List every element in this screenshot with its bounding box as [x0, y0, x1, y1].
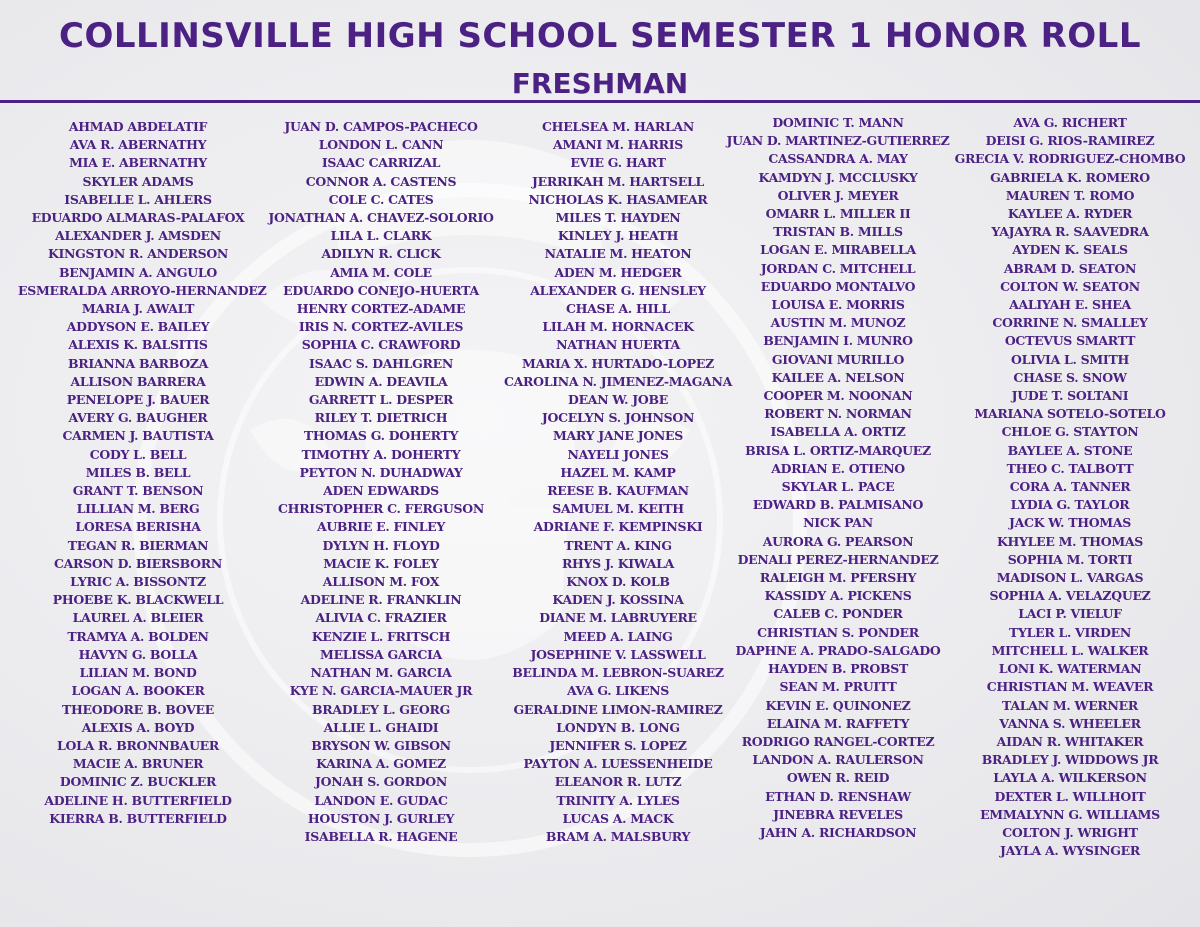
- student-name: AALIYAH E. SHEA: [1009, 297, 1131, 313]
- student-name: RALEIGH M. PFERSHY: [759, 570, 917, 586]
- student-name: JOSEPHINE V. LASSWELL: [530, 646, 706, 662]
- student-name: CHELSEA M. HARLAN: [542, 119, 694, 134]
- student-name: RILEY T. DIETRICH: [314, 410, 448, 426]
- student-name: CORA A. TANNER: [1009, 479, 1131, 495]
- student-name: ALEXANDER J. AMSDEN: [55, 228, 221, 244]
- student-name: CARSON D. BIERSBORN: [54, 555, 222, 571]
- student-name: MAUREN T. ROMO: [1005, 187, 1135, 203]
- student-name: COLTON W. SEATON: [1000, 278, 1140, 294]
- student-name: JOCELYN S. JOHNSON: [541, 410, 695, 426]
- student-name: MACIE A. BRUNER: [72, 756, 204, 772]
- student-name: GARRETT L. DESPER: [308, 392, 454, 408]
- student-name: OLIVER J. MEYER: [777, 187, 899, 203]
- grade-subtitle: FRESHMAN: [511, 67, 689, 100]
- student-name: GABRIELA K. ROMERO: [990, 169, 1150, 185]
- student-name: ADDYSON E. BAILEY: [66, 319, 210, 335]
- student-name: NATHAN HUERTA: [556, 337, 680, 353]
- student-name: ADILYN R. CLICK: [321, 246, 441, 262]
- student-name: DEISI G. RIOS-RAMIREZ: [985, 133, 1155, 149]
- student-name: KHYLEE M. THOMAS: [996, 533, 1144, 549]
- student-name: BRISA L. ORTIZ-MARQUEZ: [745, 442, 931, 458]
- student-name: JUAN D. MARTINEZ-GUTIERREZ: [726, 133, 950, 149]
- student-name: CODY L. BELL: [89, 446, 187, 462]
- student-name: YAJAYRA R. SAAVEDRA: [991, 224, 1149, 240]
- student-name: LOGAN E. MIRABELLA: [760, 242, 916, 258]
- student-name: DENALI PEREZ-HERNANDEZ: [737, 551, 939, 567]
- student-name: AMANI M. HARRIS: [552, 137, 684, 153]
- student-name: SOPHIA A. VELAZQUEZ: [989, 588, 1151, 604]
- student-name: IRIS N. CORTEZ-AVILES: [298, 319, 464, 335]
- student-name: KENZIE L. FRITSCH: [311, 628, 451, 644]
- student-name: THOMAS G. DOHERTY: [303, 428, 459, 444]
- student-name: CAROLINA N. JIMENEZ-MAGANA: [504, 373, 732, 389]
- student-name: AUSTIN M. MUNOZ: [770, 315, 906, 331]
- student-name: TRISTAN B. MILLS: [773, 224, 903, 240]
- student-name: CHRISTIAN M. WEAVER: [986, 679, 1154, 695]
- student-name: ALIVIA C. FRAZIER: [315, 610, 447, 626]
- student-name: BENJAMIN I. MUNRO: [763, 333, 913, 349]
- student-name: AIDAN R. WHITAKER: [996, 733, 1144, 749]
- student-name: TEGAN R. BIERMAN: [67, 537, 209, 553]
- student-name: EDUARDO ALMARAS-PALAFOX: [31, 210, 245, 226]
- student-name: MITCHELL L. WALKER: [991, 642, 1149, 658]
- student-name: MILES B. BELL: [85, 464, 191, 480]
- student-name: ALLISON BARRERA: [70, 373, 206, 389]
- student-name: SOPHIA M. TORTI: [1007, 551, 1133, 567]
- student-name: KAYLEE A. RYDER: [1007, 206, 1133, 222]
- student-name: MIA E. ABERNATHY: [69, 155, 207, 171]
- student-name: CHRISTIAN S. PONDER: [757, 624, 919, 640]
- student-name: CHLOE G. STAYTON: [1001, 424, 1139, 440]
- student-name: MADISON L. VARGAS: [996, 570, 1144, 586]
- student-name: BENJAMIN A. ANGULO: [59, 264, 217, 280]
- student-name: RHYS J. KIWALA: [561, 555, 675, 571]
- student-name: BRIANNA BARBOZA: [67, 355, 209, 371]
- student-name: LONDYN B. LONG: [556, 719, 680, 735]
- student-name: CARMEN J. BAUTISTA: [62, 428, 214, 444]
- student-name: ALLIE L. GHAIDI: [323, 719, 439, 735]
- student-name: THEODORE B. BOVEE: [62, 701, 214, 717]
- student-name: ISABELLE L. AHLERS: [64, 191, 212, 207]
- student-name: CHASE S. SNOW: [1013, 369, 1127, 385]
- student-name: MACIE K. FOLEY: [323, 555, 439, 571]
- student-name: LILA L. CLARK: [330, 228, 432, 244]
- student-name: TIMOTHY A. DOHERTY: [301, 446, 461, 462]
- student-name: LAYLA A. WILKERSON: [993, 770, 1147, 786]
- student-name: HAZEL M. KAMP: [560, 464, 676, 480]
- student-name: LUCAS A. MACK: [562, 810, 674, 826]
- student-name: EDUARDO MONTALVO: [760, 278, 916, 294]
- student-name: OWEN R. REID: [786, 770, 890, 786]
- student-name: CHRISTOPHER C. FERGUSON: [278, 501, 484, 517]
- student-name: TALAN M. WERNER: [1002, 697, 1138, 713]
- student-name: LANDON A. RAULERSON: [752, 752, 924, 768]
- student-name: AVERY G. BAUGHER: [68, 410, 208, 426]
- student-name: ABRAM D. SEATON: [1003, 260, 1137, 276]
- student-name: ADEN EDWARDS: [323, 483, 439, 499]
- student-name: NATHAN M. GARCIA: [310, 665, 452, 681]
- student-name: LILLIAN M. BERG: [76, 501, 200, 517]
- student-name: PEYTON N. DUHADWAY: [299, 464, 463, 480]
- student-name: ADELINE R. FRANKLIN: [300, 592, 462, 608]
- student-name: TRENT A. KING: [564, 537, 672, 553]
- student-name: CONNOR A. CASTENS: [305, 173, 457, 189]
- student-name: DOMINIC T. MANN: [772, 115, 904, 130]
- student-name: NICHOLAS K. HASAMEAR: [528, 191, 708, 207]
- student-name: ADEN M. HEDGER: [554, 264, 682, 280]
- student-name: ADRIANE F. KEMPINSKI: [533, 519, 703, 535]
- student-name: MEED A. LAING: [563, 628, 673, 644]
- name-column-1: [18, 118, 267, 828]
- student-name: KAILEE A. NELSON: [771, 369, 905, 385]
- student-name: JACK W. THOMAS: [1009, 515, 1131, 531]
- student-name: JINEBRA REVELES: [773, 806, 903, 822]
- student-name: CHASE A. HILL: [565, 301, 671, 317]
- student-name: ADELINE H. BUTTERFIELD: [44, 792, 232, 808]
- student-name: TYLER L. VIRDEN: [1008, 624, 1131, 640]
- student-name: LORESA BERISHA: [75, 519, 201, 535]
- student-name: VANNA S. WHEELER: [999, 715, 1141, 731]
- student-name: SKYLER ADAMS: [82, 173, 194, 189]
- student-name: AYDEN K. SEALS: [1012, 242, 1128, 258]
- student-name: DOMINIC Z. BUCKLER: [59, 774, 217, 790]
- student-name: OMARR L. MILLER II: [765, 206, 911, 222]
- student-name: ELAINA M. RAFFETY: [766, 715, 910, 731]
- name-column-2: [261, 118, 501, 846]
- student-name: MARY JANE JONES: [552, 428, 683, 444]
- student-name: RODRIGO RANGEL-CORTEZ: [741, 733, 935, 749]
- student-name: EDWIN A. DEAVILA: [314, 373, 448, 389]
- student-name: BRADLEY J. WIDDOWS JR: [981, 752, 1159, 768]
- student-name: DEXTER L. WILLHOIT: [994, 788, 1146, 804]
- student-name: KINGSTON R. ANDERSON: [47, 246, 229, 262]
- student-name: SOPHIA C. CRAWFORD: [301, 337, 461, 353]
- student-name: LANDON E. GUDAC: [314, 792, 448, 808]
- student-name: GIOVANI MURILLO: [771, 351, 905, 367]
- student-name: OCTEVUS SMARTT: [1004, 333, 1136, 349]
- student-name: GRANT T. BENSON: [72, 483, 204, 499]
- student-name: BRADLEY L. GEORG: [312, 701, 450, 717]
- student-name: CORRINE N. SMALLEY: [992, 315, 1148, 331]
- student-name: AUBRIE E. FINLEY: [316, 519, 446, 535]
- student-name: KADEN J. KOSSINA: [552, 592, 684, 608]
- student-name: NATALIE M. HEATON: [544, 246, 692, 262]
- student-name: ELEANOR R. LUTZ: [554, 774, 682, 790]
- student-name: LOGAN A. BOOKER: [71, 683, 205, 699]
- student-name: EDWARD B. PALMISANO: [752, 497, 924, 513]
- name-column-3: [498, 118, 738, 846]
- name-column-5: [950, 114, 1190, 860]
- student-name: LYRIC A. BISSONTZ: [70, 574, 206, 590]
- student-name: SKYLAR L. PACE: [781, 479, 895, 495]
- student-name: JONATHAN A. CHAVEZ-SOLORIO: [268, 210, 494, 226]
- student-name: KYE N. GARCIA-MAUER JR: [289, 683, 473, 699]
- student-name: SAMUEL M. KEITH: [552, 501, 684, 517]
- student-name: DEAN W. JOBE: [568, 392, 668, 408]
- student-name: BAYLEE A. STONE: [1007, 442, 1133, 458]
- student-name: ALEXIS A. BOYD: [81, 719, 195, 735]
- student-name: KINLEY J. HEATH: [557, 228, 679, 244]
- student-name: MARIA J. AWALT: [81, 301, 195, 317]
- student-name: AHMAD ABDELATIF: [68, 119, 208, 134]
- student-name: AVA G. LIKENS: [566, 683, 670, 699]
- student-name: HAYDEN B. PROBST: [768, 661, 908, 677]
- student-name: LILAH M. HORNACEK: [542, 319, 694, 335]
- student-name: AVA G. RICHERT: [1013, 115, 1127, 130]
- student-name: JENNIFER S. LOPEZ: [549, 737, 687, 753]
- student-name: LILIAN M. BOND: [79, 665, 197, 681]
- student-name: ESMERALDA ARROYO-HERNANDEZ: [18, 282, 267, 298]
- student-name: AURORA G. PEARSON: [762, 533, 914, 549]
- student-name: AVA R. ABERNATHY: [69, 137, 207, 153]
- student-name: EDUARDO CONEJO-HUERTA: [283, 282, 479, 298]
- student-name: ISAAC S. DAHLGREN: [309, 355, 453, 371]
- student-name: PENELOPE J. BAUER: [66, 392, 210, 408]
- student-name: AMIA M. COLE: [330, 264, 432, 280]
- student-name: NICK PAN: [803, 515, 873, 531]
- student-name: COLTON J. WRIGHT: [1002, 824, 1138, 840]
- student-name: KASSIDY A. PICKENS: [764, 588, 912, 604]
- student-name: SEAN M. PRUITT: [779, 679, 897, 695]
- student-name: JAHN A. RICHARDSON: [759, 824, 917, 840]
- student-name: LACI P. VIELUF: [1018, 606, 1122, 622]
- student-name: DYLYN H. FLOYD: [322, 537, 440, 553]
- page-title: COLLINSVILLE HIGH SCHOOL SEMESTER 1 HONOR ROLL: [59, 16, 1141, 56]
- student-name: MARIA X. HURTADO-LOPEZ: [522, 355, 714, 371]
- student-name: DAPHNE A. PRADO-SALGADO: [735, 642, 941, 658]
- student-name: BRAM A. MALSBURY: [545, 828, 691, 844]
- student-name: TRINITY A. LYLES: [556, 792, 680, 808]
- student-name: KIERRA B. BUTTERFIELD: [49, 810, 227, 826]
- student-name: JUAN D. CAMPOS-PACHECO: [284, 119, 478, 134]
- student-name: BRYSON W. GIBSON: [311, 737, 451, 753]
- student-name: MARIANA SOTELO-SOTELO: [974, 406, 1166, 422]
- student-name: KAMDYN J. MCCLUSKY: [758, 169, 918, 185]
- student-name: MELISSA GARCIA: [320, 646, 442, 662]
- student-name: ALEXANDER G. HENSLEY: [530, 282, 706, 298]
- student-name: REESE B. KAUFMAN: [547, 483, 689, 499]
- student-name: BELINDA M. LEBRON-SUAREZ: [512, 665, 724, 681]
- student-name: LOUISA E. MORRIS: [771, 297, 905, 313]
- student-name: GRECIA V. RODRIGUEZ-CHOMBO: [954, 151, 1186, 167]
- student-name: OLIVIA L. SMITH: [1011, 351, 1129, 367]
- name-column-4: [718, 114, 958, 842]
- student-name: PHOEBE K. BLACKWELL: [52, 592, 224, 608]
- student-name: JERRIKAH M. HARTSELL: [532, 173, 704, 189]
- student-name: GERALDINE LIMON-RAMIREZ: [513, 701, 723, 717]
- student-name: PAYTON A. LUESSENHEIDE: [523, 756, 713, 772]
- student-name: ISABELLA A. ORTIZ: [770, 424, 906, 440]
- student-name: ROBERT N. NORMAN: [764, 406, 912, 422]
- student-name: KNOX D. KOLB: [566, 574, 670, 590]
- student-name: CALEB C. PONDER: [773, 606, 903, 622]
- student-name: TRAMYA A. BOLDEN: [67, 628, 209, 644]
- student-name: ISABELLA R. HAGENE: [304, 828, 458, 844]
- student-name: EVIE G. HART: [570, 155, 666, 171]
- student-name: JAYLA A. WYSINGER: [1000, 843, 1140, 859]
- student-name: COOPER M. NOONAN: [763, 388, 913, 404]
- student-name: LAUREL A. BLEIER: [72, 610, 204, 626]
- student-name: JUDE T. SOLTANI: [1011, 388, 1129, 404]
- student-name: JORDAN C. MITCHELL: [760, 260, 916, 276]
- student-name: MILES T. HAYDEN: [555, 210, 681, 226]
- student-name: DIANE M. LABRUYERE: [539, 610, 697, 626]
- student-name: LONI K. WATERMAN: [998, 661, 1142, 677]
- student-name: ISAAC CARRIZAL: [321, 155, 441, 171]
- student-name: HAVYN G. BOLLA: [78, 646, 198, 662]
- student-name: HENRY CORTEZ-ADAME: [296, 301, 466, 317]
- student-name: JONAH S. GORDON: [315, 774, 447, 790]
- student-name: THEO C. TALBOTT: [1006, 460, 1134, 476]
- student-name: LOLA R. BRONNBAUER: [57, 737, 219, 753]
- student-name: ETHAN D. RENSHAW: [765, 788, 911, 804]
- student-name: ADRIAN E. OTIENO: [771, 460, 905, 476]
- student-name: NAYELI JONES: [567, 446, 669, 462]
- header-divider: [0, 100, 1200, 103]
- student-name: ALLISON M. FOX: [322, 574, 440, 590]
- student-name: ALEXIS K. BALSITIS: [68, 337, 208, 353]
- student-name: COLE C. CATES: [328, 191, 434, 207]
- student-name: KARINA A. GOMEZ: [316, 756, 446, 772]
- student-name: LYDIA G. TAYLOR: [1010, 497, 1130, 513]
- student-name: LONDON L. CANN: [318, 137, 444, 153]
- student-name: EMMALYNN G. WILLIAMS: [980, 806, 1160, 822]
- student-name: KEVIN E. QUINONEZ: [765, 697, 911, 713]
- student-name: HOUSTON J. GURLEY: [307, 810, 455, 826]
- student-name: CASSANDRA A. MAY: [768, 151, 908, 167]
